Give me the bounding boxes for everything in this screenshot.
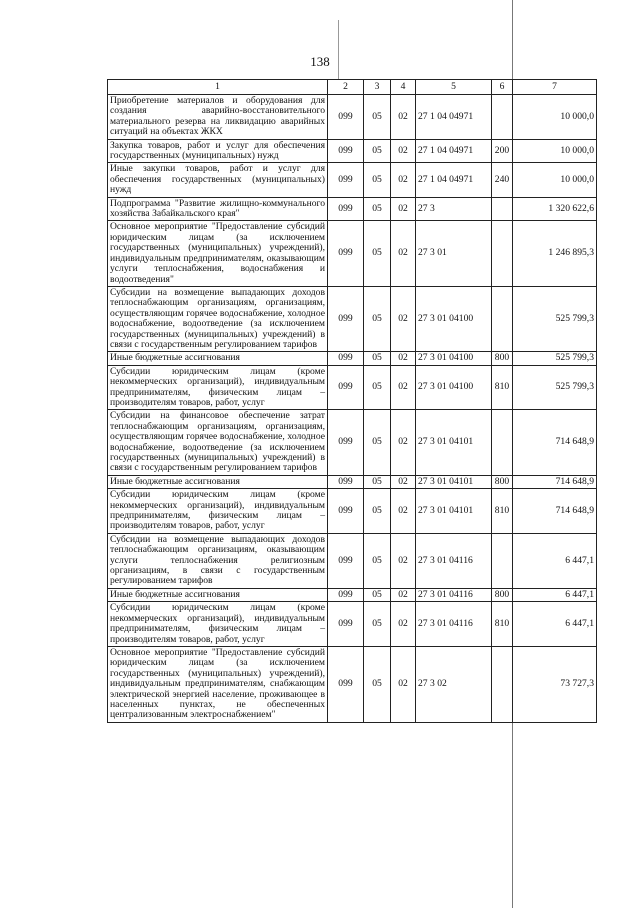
table-row — [108, 533, 597, 588]
cell-subsection-code: 02 — [391, 410, 416, 475]
cell-ministry-code: 099 — [328, 95, 364, 140]
cell-subsection-code: 02 — [391, 533, 416, 588]
cell-name: Субсидии на возмещение выпадающих доходов теплоснабжающим организациям, организациям, осуществляющим горячее водоснабжение, холодное водоснабжение, водоотведение (за исключением государственных (муниципальных) учреждений) в связи с государственным регулированием тарифов — [108, 286, 328, 351]
cell-ministry-code: 099 — [328, 352, 364, 365]
cell-section-code: 05 — [364, 588, 391, 601]
cell-section-code: 05 — [364, 475, 391, 488]
cell-name: Основное мероприятие "Предоставление субсидий юридическим лицам (за исключением государственных (муниципальных) учреждений), индивидуальным предпринимателям, оказывающим услуги теплоснабжения, водоснабжения и водоотведения" — [108, 221, 328, 286]
column-header: 4 — [391, 80, 416, 95]
cell-ministry-code: 099 — [328, 139, 364, 163]
cell-expense-type: 200 — [492, 139, 513, 163]
cell-expense-type — [492, 221, 513, 286]
cell-name: Субсидии на возмещение выпадающих доходов теплоснабжающим организациям, оказывающим услуги теплоснабжения религиозным организациям, в связи с государственным регулированием тарифов — [108, 533, 328, 588]
cell-amount: 714 648,9 — [513, 475, 597, 488]
cell-ministry-code: 099 — [328, 221, 364, 286]
cell-target-article: 27 3 02 — [416, 646, 492, 722]
table-row — [108, 646, 597, 722]
table-row — [108, 163, 597, 197]
cell-subsection-code: 02 — [391, 163, 416, 197]
cell-target-article: 27 3 — [416, 197, 492, 221]
cell-amount: 714 648,9 — [513, 489, 597, 534]
table-row — [108, 489, 597, 534]
cell-expense-type: 800 — [492, 588, 513, 601]
cell-expense-type: 240 — [492, 163, 513, 197]
cell-amount: 1 320 622,6 — [513, 197, 597, 221]
cell-name: Иные бюджетные ассигнования — [108, 475, 328, 488]
cell-target-article: 27 3 01 04116 — [416, 588, 492, 601]
cell-amount: 6 447,1 — [513, 588, 597, 601]
table-row — [108, 221, 597, 286]
cell-name: Субсидии юридическим лицам (кроме некоммерческих организаций), индивидуальным предпринимателям, физическим лицам – производителям товаров, работ, услуг — [108, 365, 328, 410]
cell-amount: 6 447,1 — [513, 602, 597, 647]
cell-ministry-code: 099 — [328, 410, 364, 475]
cell-ministry-code: 099 — [328, 646, 364, 722]
cell-expense-type — [492, 197, 513, 221]
cell-ministry-code: 099 — [328, 286, 364, 351]
cell-target-article: 27 3 01 04100 — [416, 365, 492, 410]
cell-amount: 525 799,3 — [513, 286, 597, 351]
cell-expense-type — [492, 286, 513, 351]
cell-target-article: 27 3 01 04101 — [416, 410, 492, 475]
cell-subsection-code: 02 — [391, 646, 416, 722]
cell-section-code: 05 — [364, 221, 391, 286]
cell-name: Субсидии юридическим лицам (кроме некоммерческих организаций), индивидуальным предпринимателям, физическим лицам – производителям товаров, работ, услуг — [108, 489, 328, 534]
cell-section-code: 05 — [364, 163, 391, 197]
cell-name: Иные закупки товаров, работ и услуг для обеспечения государственных (муниципальных) нужд — [108, 163, 328, 197]
cell-target-article: 27 3 01 04101 — [416, 475, 492, 488]
cell-subsection-code: 02 — [391, 286, 416, 351]
cell-name: Субсидии юридическим лицам (кроме некоммерческих организаций), индивидуальным предпринимателям, физическим лицам – производителям товаров, работ, услуг — [108, 602, 328, 647]
cell-amount: 525 799,3 — [513, 365, 597, 410]
page-number: 138 — [310, 54, 330, 69]
table-row — [108, 352, 597, 365]
cell-subsection-code: 02 — [391, 475, 416, 488]
cell-expense-type — [492, 410, 513, 475]
cell-subsection-code: 02 — [391, 588, 416, 601]
cell-amount: 6 447,1 — [513, 533, 597, 588]
cell-amount: 10 000,0 — [513, 163, 597, 197]
table-row — [108, 139, 597, 163]
cell-expense-type: 800 — [492, 475, 513, 488]
cell-expense-type: 810 — [492, 365, 513, 410]
cell-section-code: 05 — [364, 533, 391, 588]
cell-name: Иные бюджетные ассигнования — [108, 352, 328, 365]
cell-subsection-code: 02 — [391, 197, 416, 221]
cell-ministry-code: 099 — [328, 365, 364, 410]
cell-name: Приобретение материалов и оборудования для создания аварийно-восстановительного материального резерва на ликвидацию аварийных ситуаций на объектах ЖКХ — [108, 95, 328, 140]
cell-target-article: 27 3 01 04101 — [416, 489, 492, 534]
cell-target-article: 27 3 01 04116 — [416, 602, 492, 647]
cell-name: Основное мероприятие "Предоставление субсидий юридическим лицам (за исключением государственных (муниципальных) учреждений), индивидуальным предпринимателям, снабжающим электрической энергией население, проживающее в населенных пунктах, не обеспеченных централизованным электроснабжением" — [108, 646, 328, 722]
table-row — [108, 588, 597, 601]
scan-artifact-line — [338, 20, 339, 80]
cell-expense-type — [492, 533, 513, 588]
cell-amount: 525 799,3 — [513, 352, 597, 365]
cell-expense-type: 810 — [492, 602, 513, 647]
cell-target-article: 27 1 04 04971 — [416, 95, 492, 140]
cell-expense-type — [492, 95, 513, 140]
column-header: 6 — [492, 80, 513, 95]
column-header: 3 — [364, 80, 391, 95]
column-header: 5 — [416, 80, 492, 95]
cell-section-code: 05 — [364, 352, 391, 365]
cell-target-article: 27 1 04 04971 — [416, 163, 492, 197]
column-header: 2 — [328, 80, 364, 95]
cell-target-article: 27 3 01 04100 — [416, 352, 492, 365]
cell-amount: 10 000,0 — [513, 139, 597, 163]
cell-section-code: 05 — [364, 410, 391, 475]
cell-target-article: 27 3 01 — [416, 221, 492, 286]
table-row — [108, 475, 597, 488]
cell-section-code: 05 — [364, 646, 391, 722]
cell-target-article: 27 1 04 04971 — [416, 139, 492, 163]
cell-amount: 10 000,0 — [513, 95, 597, 140]
cell-subsection-code: 02 — [391, 221, 416, 286]
cell-section-code: 05 — [364, 286, 391, 351]
cell-subsection-code: 02 — [391, 489, 416, 534]
cell-ministry-code: 099 — [328, 163, 364, 197]
cell-section-code: 05 — [364, 197, 391, 221]
header-row — [108, 80, 597, 95]
table-row — [108, 365, 597, 410]
cell-section-code: 05 — [364, 489, 391, 534]
cell-subsection-code: 02 — [391, 139, 416, 163]
cell-name: Субсидии на финансовое обеспечение затрат теплоснабжающим организациям, организациям, осуществляющим горячее водоснабжение, холодное водоснабжение, водоотведение (за исключением государственных (муниципальных) учреждений) в связи с государственным регулированием тарифов — [108, 410, 328, 475]
table-row — [108, 197, 597, 221]
cell-ministry-code: 099 — [328, 588, 364, 601]
cell-name: Иные бюджетные ассигнования — [108, 588, 328, 601]
table-row — [108, 286, 597, 351]
cell-section-code: 05 — [364, 139, 391, 163]
cell-ministry-code: 099 — [328, 533, 364, 588]
cell-name: Закупка товаров, работ и услуг для обеспечения государственных (муниципальных) нужд — [108, 139, 328, 163]
cell-amount: 714 648,9 — [513, 410, 597, 475]
table-row — [108, 95, 597, 140]
cell-amount: 73 727,3 — [513, 646, 597, 722]
cell-section-code: 05 — [364, 602, 391, 647]
cell-expense-type — [492, 646, 513, 722]
cell-ministry-code: 099 — [328, 602, 364, 647]
cell-subsection-code: 02 — [391, 95, 416, 140]
cell-expense-type: 800 — [492, 352, 513, 365]
cell-section-code: 05 — [364, 365, 391, 410]
budget-table — [107, 79, 597, 723]
cell-ministry-code: 099 — [328, 197, 364, 221]
cell-target-article: 27 3 01 04116 — [416, 533, 492, 588]
cell-ministry-code: 099 — [328, 489, 364, 534]
cell-target-article: 27 3 01 04100 — [416, 286, 492, 351]
cell-name: Подпрограмма "Развитие жилищно-коммунального хозяйства Забайкальского края" — [108, 197, 328, 221]
cell-amount: 1 246 895,3 — [513, 221, 597, 286]
cell-section-code: 05 — [364, 95, 391, 140]
cell-subsection-code: 02 — [391, 352, 416, 365]
column-header: 7 — [513, 80, 597, 95]
cell-subsection-code: 02 — [391, 365, 416, 410]
cell-subsection-code: 02 — [391, 602, 416, 647]
table-row — [108, 602, 597, 647]
cell-expense-type: 810 — [492, 489, 513, 534]
column-header: 1 — [108, 80, 328, 95]
table-row — [108, 410, 597, 475]
cell-ministry-code: 099 — [328, 475, 364, 488]
